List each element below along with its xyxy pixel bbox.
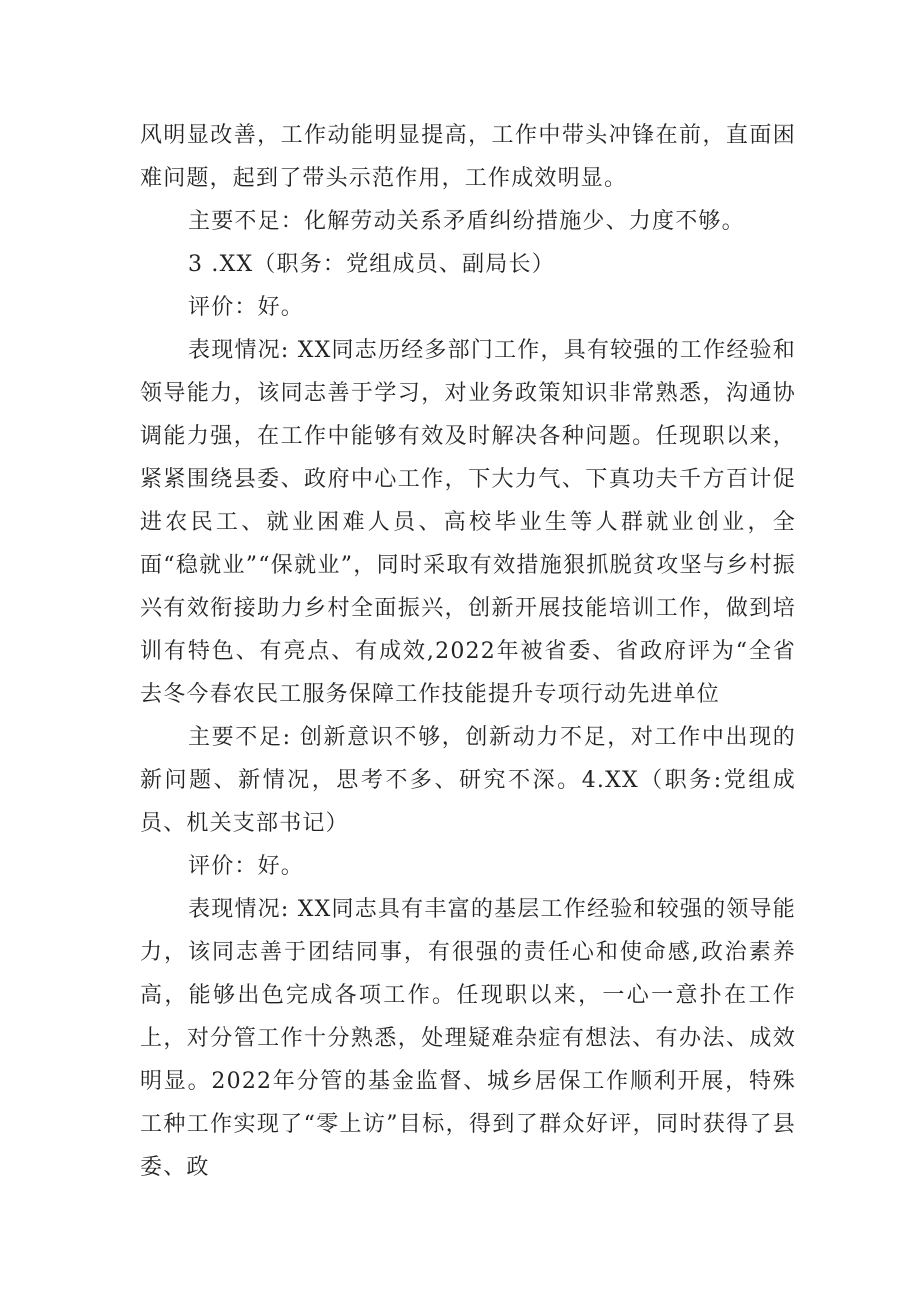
performance-4: 表现情况: XX同志具有丰富的基层工作经验和较强的领导能力，该同志善于团结同事，有很强的责任心和使命感,政治素养高，能够出色完成各项工作。任现职以来，一心一意扑在工作上，对分管工作十分熟悉，处理疑难杂症有想法、有办法、成效明显。2022年分管的基金监督、城乡居保工作顺利开展，特殊工种工作实现了“零上访”目标，得到了群众好评，同时获得了县委、政 [140, 897, 796, 1180]
evaluation-4: 评价：好。 [188, 854, 305, 879]
paragraph-shortcoming-3: 主要不足: 创新意识不够，创新动力不足，对工作中出现的新问题、新情况，思考不多、研究不深。4.XX（职务:党组成员、机关支部书记） [140, 725, 796, 836]
heading-member-3: 3 .XX（职务：党组成员、副局长） [188, 252, 555, 277]
performance-3: 表现情况: XX同志历经多部门工作，具有较强的工作经验和领导能力，该同志善于学习，对业务政策知识非常熟悉，沟通协调能力强，在工作中能够有效及时解决各种问题。任现职以来，紧紧围绕县委、政府中心工作，下大力气、下真功夫千方百计促进农民工、就业困难人员、高校毕业生等人群就业创业，全面“稳就业”“保就业”，同时采取有效措施狠抓脱贫攻坚与乡村振兴有效衔接助力乡村全面振兴，创新开展技能培训工作，做到培训有特色、有亮点、有成效,2022年被省委、省政府评为“全省去冬今春农民工服务保障工作技能提升专项行动先进单位 [140, 338, 796, 707]
paragraph-shortcoming-2: 主要不足：化解劳动关系矛盾纠纷措施少、力度不够。 [188, 209, 745, 234]
evaluation-3: 评价：好。 [188, 295, 305, 320]
document-body [140, 114, 796, 1189]
paragraph-continuation: 风明显改善，工作动能明显提高，工作中带头冲锋在前，直面困难问题，起到了带头示范作用，工作成效明显。 [140, 123, 796, 191]
